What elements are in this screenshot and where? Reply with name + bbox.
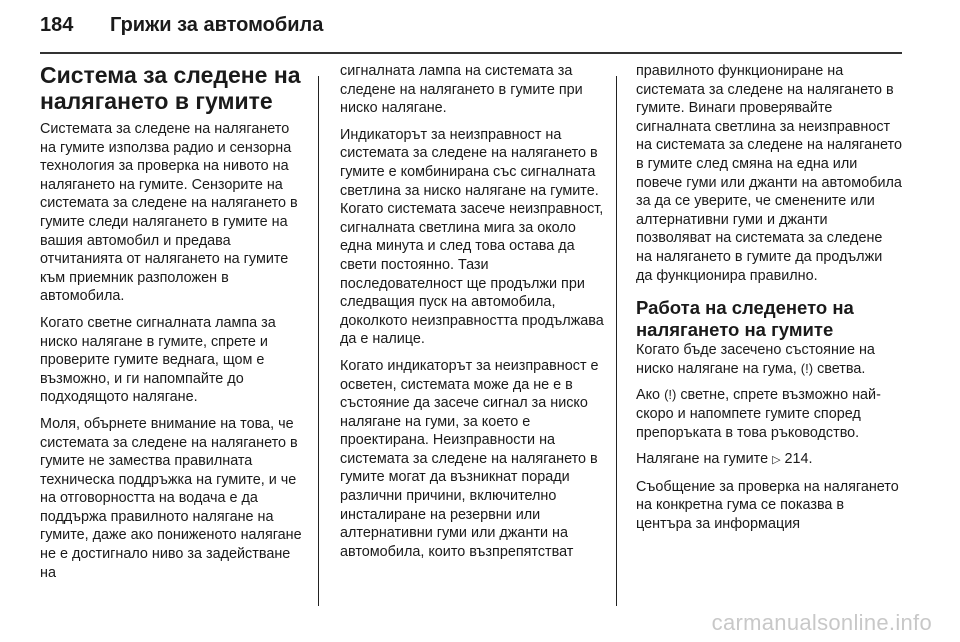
column-2 xyxy=(340,62,606,569)
paragraph-text: светне, спрете възможно най-скоро и напомпете гумите според препоръката в това ръководство. xyxy=(636,387,881,441)
paragraph: Когато индикаторът за неизправност е осветен, системата може да не е в състояние да засече сигнал за ниско налягане на гуми, за което е проектирана. Неизправности на системата за следене на налягането в гумите могат да възникнат поради различни причини, включително инсталиране на резервни или алтернативни гуми или джанти на автомобила, които възпрепятстват xyxy=(340,357,599,560)
tire-pressure-warning-icon: (!) xyxy=(800,360,814,376)
paragraph: Когато светне сигналната лампа за ниско налягане в гумите, спрете и проверите гумите веднага, щом е възможно, и ги напомпайте до подходящото налягане. xyxy=(40,314,276,406)
column-divider-1 xyxy=(318,76,319,606)
page-header xyxy=(40,14,323,50)
paragraph xyxy=(636,386,902,442)
paragraph: правилното функциониране на системата за следене на налягането в гумите. Винаги проверявайте сигналната светлина за неизправност на системата за следене на налягането в гумите след смяна на една или повече гуми или джанти на автомобила за да се уверите, че сменените или алтернативни гуми и джанти позволяват на системата за следене на налягането в гумите да продължи да функционира правилно. xyxy=(636,63,902,284)
section-heading: Система за следене на налягането в гумите xyxy=(40,62,301,114)
paragraph xyxy=(636,450,902,470)
page-reference-arrow-icon: ▷ xyxy=(772,454,781,467)
paragraph: сигналната лампа на системата за следене на налягането в гумите при ниско налягане. xyxy=(340,63,583,117)
paragraph: Системата за следене на налягането на гумите използва радио и сензорна технология за проверка на нивото на налягането на гумите. Сензорите на системата за следене на налягането в гумите следи налягането в гумите на вашия автомобил и предава отчитанията от налягането на гумите към приемник разположен в автомобила. xyxy=(40,121,298,305)
chapter-title: Грижи за автомобила xyxy=(110,14,324,36)
page-reference-link[interactable]: 214. xyxy=(784,451,813,468)
page-number: 184 xyxy=(40,14,74,36)
subsection-heading: Работа на следенето на налягането на гумите xyxy=(636,297,854,341)
paragraph-text: светва. xyxy=(817,360,866,377)
column-1 xyxy=(40,62,306,590)
paragraph: Съобщение за проверка на налягането на конкретна гума се показва в центъра за информация xyxy=(636,478,899,532)
tire-pressure-warning-icon: (!) xyxy=(664,387,677,403)
watermark: carmanualsonline.info xyxy=(711,610,932,635)
paragraph xyxy=(636,341,902,378)
paragraph-text: Налягане на гумите xyxy=(636,451,769,468)
paragraph: Индикаторът за неизправност на системата за следене на налягането в гумите е комбинирана със сигналната светлина за ниско налягане на гумите. Когато системата засече неизправност, сигналната светлина мига за около една минута и след това остава да свети постоянно. Тази последователност ще продължи при следващия пуск на автомобила, доколкото неизправността продължава да е налице. xyxy=(340,126,604,348)
paragraph-text: Когато бъде засечено състояние на ниско налягане на гума, xyxy=(636,342,875,377)
paragraph: Моля, обърнете внимание на това, че системата за следене на налягането в гумите не замества правилната техническа поддръжка на гумите, и че на отговорността на водача е да поддържа правилното налягане на гумите, даже ако пониженото налягане не е достигнало ниво за задействане на xyxy=(40,415,302,581)
column-3 xyxy=(636,62,902,541)
header-divider xyxy=(40,52,902,54)
column-divider-2 xyxy=(616,76,617,606)
paragraph-text: Ако xyxy=(636,387,661,404)
